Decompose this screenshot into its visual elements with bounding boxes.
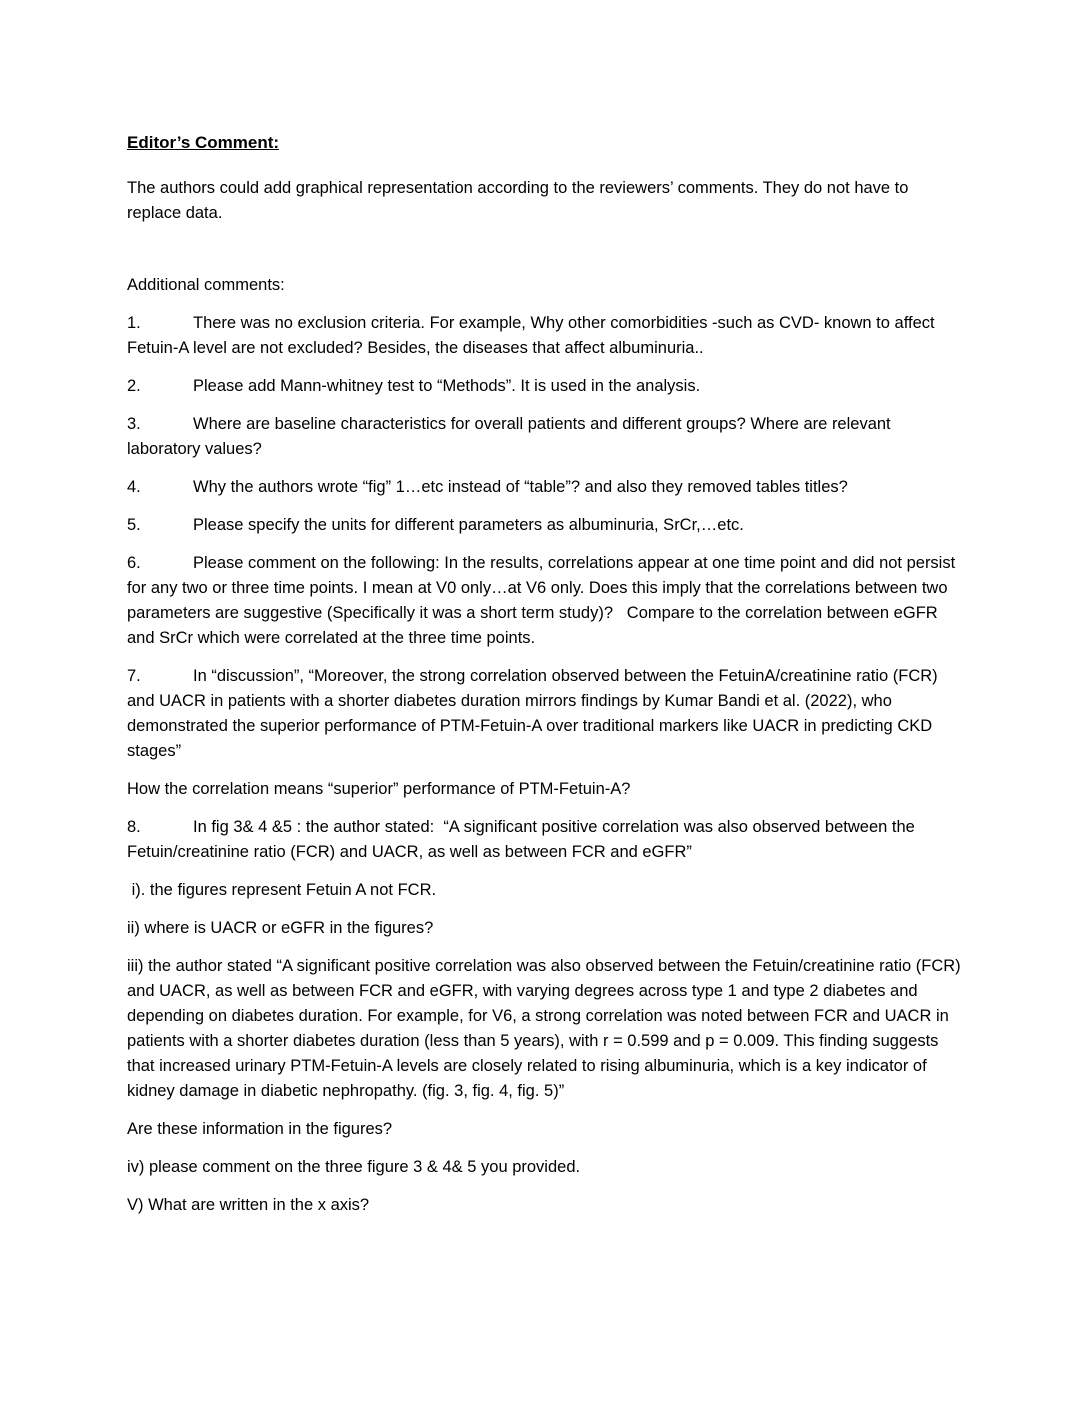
- item-text: Please comment on the following: In the results, correlations appear at one time point and did not persist for any two or three time points. I mean at V0 only…at V6 only. Does this imply that the correlations between two parameters are suggestive (Specifically it was a short term study)? Compare to the correlation between eGFR and SrCr which were correlated at the three time points.: [127, 554, 960, 647]
- item-number: 3.: [127, 415, 141, 433]
- comment-item-2: [127, 374, 961, 399]
- item-number: 7.: [127, 667, 141, 685]
- blank-line: [127, 239, 961, 273]
- item-number: 4.: [127, 478, 141, 496]
- comment-item-4: [127, 475, 961, 500]
- subpoint-iii: iii) the author stated “A significant positive correlation was also observed between the Fetuin/creatinine ratio (FCR) and UACR, as well as between FCR and eGFR, with varying degrees across type 1 and type 2 diabetes and depending on diabetes duration. For example, for V6, a strong correlation was noted between FCR and UACR in patients with a shorter diabetes duration (less than 5 years), with r = 0.599 and p = 0.009. This finding suggests that increased urinary PTM-Fetuin-A levels are closely related to rising albuminuria, which is a key indicator of kidney damage in diabetic nephropathy. (fig. 3, fig. 4, fig. 5)”: [127, 957, 966, 1100]
- editors-comment-heading: [127, 130, 961, 155]
- comment-7-followup: How the correlation means “superior” performance of PTM-Fetuin-A?: [127, 780, 631, 798]
- subpoint-ii: ii) where is UACR or eGFR in the figures?: [127, 919, 434, 937]
- item-text: There was no exclusion criteria. For example, Why other comorbidities -such as CVD- known to affect Fetuin-A level are not excluded? Besides, the diseases that affect albuminuria..: [127, 314, 940, 357]
- item-text: Where are baseline characteristics for overall patients and different groups? Where are relevant laboratory values?: [127, 415, 896, 458]
- subpoint-v: V) What are written in the x axis?: [127, 1196, 370, 1214]
- comment-item-1: [127, 311, 961, 361]
- comment-item-3: [127, 412, 961, 462]
- additional-comments-label: Additional comments:: [127, 276, 285, 294]
- item-number: 6.: [127, 554, 141, 572]
- intro-paragraph: The authors could add graphical representation according to the reviewers’ comments. They do not have to replace data.: [127, 179, 914, 222]
- item-text: In fig 3& 4 &5 : the author stated: “A significant positive correlation was also observed between the Fetuin/creatinine ratio (FCR) and UACR, as well as between FCR and eGFR”: [127, 818, 920, 861]
- comment-item-5: [127, 513, 961, 538]
- subpoint-question: Are these information in the figures?: [127, 1120, 393, 1138]
- item-text: Please specify the units for different parameters as albuminuria, SrCr,…etc.: [193, 516, 744, 534]
- item-number: 2.: [127, 377, 141, 395]
- comment-item-6: [127, 551, 961, 651]
- item-text: Please add Mann-whitney test to “Methods”. It is used in the analysis.: [193, 377, 701, 395]
- item-number: 8.: [127, 818, 141, 836]
- item-number: 1.: [127, 314, 141, 332]
- item-number: 5.: [127, 516, 141, 534]
- editors-comment-heading-text: Editor’s Comment:: [127, 133, 280, 152]
- subpoint-i: i). the figures represent Fetuin A not FCR.: [127, 881, 437, 899]
- comment-item-8: [127, 815, 961, 865]
- item-text: In “discussion”, “Moreover, the strong correlation observed between the FetuinA/creatinine ratio (FCR) and UACR in patients with a shorter diabetes duration mirrors findings by Kumar Bandi et al. (2022), who demonstrated the superior performance of PTM-Fetuin-A over traditional markers like UACR in predicting CKD stages”: [127, 667, 943, 760]
- subpoint-iv: iv) please comment on the three figure 3 & 4& 5 you provided.: [127, 1158, 581, 1176]
- item-text: Why the authors wrote “fig” 1…etc instead of “table”? and also they removed tables titles?: [193, 478, 848, 496]
- comment-item-7: [127, 664, 961, 764]
